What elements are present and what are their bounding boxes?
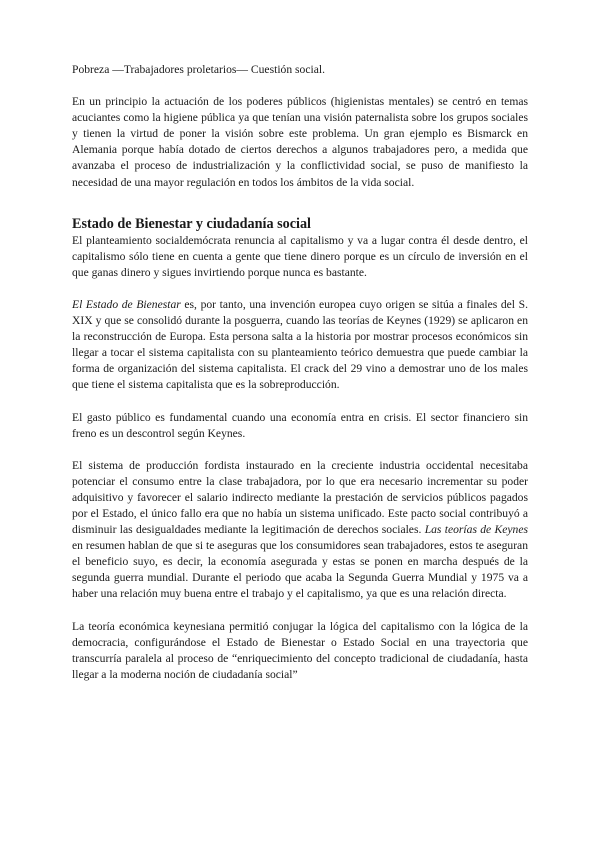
- intro-line: Pobreza —Trabajadores proletarios— Cuestión social.: [72, 63, 325, 76]
- spacer: [72, 442, 528, 458]
- spacer: [72, 394, 528, 410]
- paragraph-estado-bienestar: [72, 297, 528, 394]
- paragraph-text: en resumen hablan de que si te aseguras que los consumidores sean trabajadores, estos te aseguran el beneficio suyo, es decir, la economía asegurada y estas se ponen en marcha después de la segunda guerra mundial. Durante el periodo que acaba la Segunda Guerra Mundial y 1975 va a haber una relación muy buena entre el trabajo y el capitalismo, ya que es una relación directa.: [72, 539, 528, 601]
- document-page: [72, 62, 528, 683]
- paragraph-poderes-publicos: En un principio la actuación de los poderes públicos (higienistas mentales) se centró en temas acuciantes como la higiene pública ya que tenían una visión paternalista sobre los grupos sociales y tienen la virtud de poner la visión sobre este problema. Un gran ejemplo es Bismarck en Alemania porque había dotado de ciertos derechos a algunos trabajadores pero, a medida que avanzaba el proceso de industrialización y la conflictividad social, se puso de manifiesto la necesidad de una mayor regulación en todos los ámbitos de la vida social.: [72, 95, 528, 189]
- paragraph-teoria-keynesiana: La teoría económica keynesiana permitió conjugar la lógica del capitalismo con la lógica de la democracia, configurándose el Estado de Bienestar o Estado Social en una trayectoria que transcurría paralela al proceso de “enriquecimiento del concepto tradicional de ciudadanía, hasta llegar a la moderna noción de ciudadanía social”: [72, 619, 528, 681]
- paragraph-gasto-publico: El gasto público es fundamental cuando una economía entra en crisis. El sector financiero sin freno es un descontrol según Keynes.: [72, 410, 528, 440]
- spacer: [72, 281, 528, 297]
- spacer: [72, 78, 528, 94]
- section-heading: Estado de Bienestar y ciudadanía social: [72, 215, 311, 232]
- paragraph-socialdemocrata: El planteamiento socialdemócrata renuncia al capitalismo y va a lugar contra él desde dentro, el capitalismo sólo tiene en cuenta a gente que tiene dinero porque es un círculo de inversión en el que ganas dinero y sigues invirtiendo porque nunca es bastante.: [72, 233, 528, 279]
- paragraph-fordismo: [72, 458, 528, 603]
- italic-term-estado-bienestar: El Estado de Bienestar: [72, 297, 181, 311]
- spacer: [72, 603, 528, 619]
- paragraph-text: es, por tanto, una invención europea cuyo origen se sitúa a finales del S. XIX y que se consolidó durante la posguerra, cuando las teorías de Keynes (1929) se aplicaron en la reconstrucción de Europa. Esta persona salta a la historia por mostrar procesos económicos sin llegar a tocar el sistema capitalista con su planteamiento teórico demuestra que puede cambiar la forma de organización del sistema capitalista. El crack del 29 vino a demostrar uno de los males que tiene el sistema capitalista que es la sobreproducción.: [72, 297, 528, 392]
- italic-term-teorias-keynes: Las teorías de Keynes: [424, 523, 528, 537]
- paragraph-text: El sistema de producción fordista instaurado en la creciente industria occidental necesitaba potenciar el consumo entre la clase trabajadora, por lo que era necesario incrementar su poder adquisitivo y favorecer el salario indirecto mediante la prestación de servicios públicos pagados por el Estado, el único fallo era que no había un sistema unificado. Este pacto social contribuyó a disminuir las desigualdades mediante la legitimación de derechos sociales.: [72, 458, 528, 537]
